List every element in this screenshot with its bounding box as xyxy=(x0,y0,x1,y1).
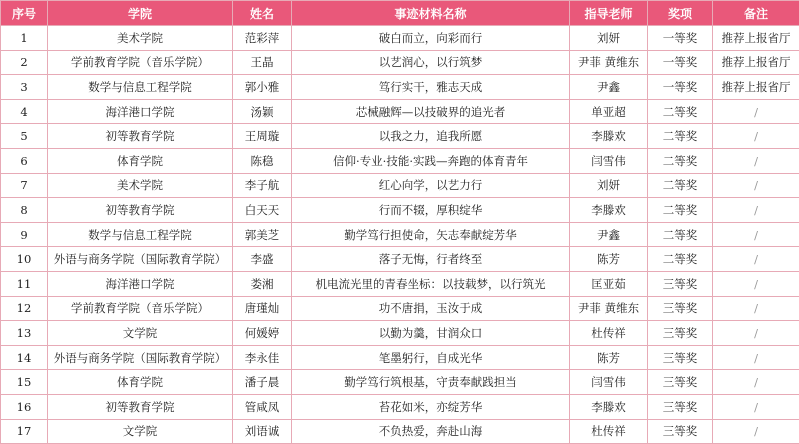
cell-remarks: / xyxy=(713,370,799,395)
cell-index: 3 xyxy=(1,75,48,100)
header-remarks: 备注 xyxy=(713,1,799,26)
cell-award: 一等奖 xyxy=(648,75,713,100)
table-row xyxy=(1,26,799,51)
table-row xyxy=(1,394,799,419)
cell-college: 外语与商务学院（国际教育学院） xyxy=(48,345,233,370)
cell-award: 三等奖 xyxy=(648,321,713,346)
table-row xyxy=(1,271,799,296)
cell-name: 李永佳 xyxy=(233,345,292,370)
cell-award: 三等奖 xyxy=(648,370,713,395)
cell-index: 4 xyxy=(1,99,48,124)
cell-award: 三等奖 xyxy=(648,419,713,444)
cell-name: 唐瑾灿 xyxy=(233,296,292,321)
header-name: 姓名 xyxy=(233,1,292,26)
cell-remarks: / xyxy=(713,321,799,346)
table-row xyxy=(1,99,799,124)
cell-advisor: 杜传祥 xyxy=(570,419,648,444)
cell-name: 娄湘 xyxy=(233,271,292,296)
cell-advisor: 刘妍 xyxy=(570,26,648,51)
cell-college: 美术学院 xyxy=(48,173,233,198)
cell-material-title: 芯械融辉—以技破界的追光者 xyxy=(292,99,570,124)
cell-name: 郭美芝 xyxy=(233,222,292,247)
table-row xyxy=(1,148,799,173)
cell-award: 二等奖 xyxy=(648,148,713,173)
cell-index: 5 xyxy=(1,124,48,149)
cell-material-title: 笔墨躬行，自成光华 xyxy=(292,345,570,370)
table-row xyxy=(1,345,799,370)
cell-name: 李子航 xyxy=(233,173,292,198)
cell-index: 11 xyxy=(1,271,48,296)
header-award: 奖项 xyxy=(648,1,713,26)
cell-advisor: 尹鑫 xyxy=(570,222,648,247)
cell-material-title: 以勤为羹，甘润众口 xyxy=(292,321,570,346)
cell-material-title: 苔花如米，亦绽芳华 xyxy=(292,394,570,419)
header-college: 学院 xyxy=(48,1,233,26)
cell-award: 三等奖 xyxy=(648,394,713,419)
cell-material-title: 机电流光里的青春坐标：以技载梦，以行筑光 xyxy=(292,271,570,296)
cell-advisor: 尹菲 黄维东 xyxy=(570,296,648,321)
table-row xyxy=(1,370,799,395)
cell-material-title: 行而不辍，厚积绽华 xyxy=(292,198,570,223)
cell-material-title: 不负热爱，奔赴山海 xyxy=(292,419,570,444)
header-advisor: 指导老师 xyxy=(570,1,648,26)
cell-material-title: 笃行实干，雅志天成 xyxy=(292,75,570,100)
header-material-title: 事迹材料名称 xyxy=(292,1,570,26)
cell-name: 管咸凤 xyxy=(233,394,292,419)
cell-award: 一等奖 xyxy=(648,26,713,51)
cell-material-title: 以艺润心，以行筑梦 xyxy=(292,50,570,75)
cell-advisor: 李滕欢 xyxy=(570,394,648,419)
cell-index: 16 xyxy=(1,394,48,419)
cell-award: 二等奖 xyxy=(648,99,713,124)
cell-material-title: 以我之力，追我所愿 xyxy=(292,124,570,149)
cell-college: 美术学院 xyxy=(48,26,233,51)
table-row xyxy=(1,50,799,75)
cell-college: 学前教育学院（音乐学院） xyxy=(48,296,233,321)
cell-advisor: 杜传祥 xyxy=(570,321,648,346)
cell-name: 陈稳 xyxy=(233,148,292,173)
cell-index: 1 xyxy=(1,26,48,51)
cell-award: 二等奖 xyxy=(648,198,713,223)
table-row xyxy=(1,198,799,223)
cell-remarks: / xyxy=(713,247,799,272)
cell-material-title: 信仰·专业·技能·实践—奔跑的体育青年 xyxy=(292,148,570,173)
cell-remarks: / xyxy=(713,345,799,370)
cell-advisor: 单亚超 xyxy=(570,99,648,124)
cell-index: 9 xyxy=(1,222,48,247)
cell-remarks: / xyxy=(713,173,799,198)
table-body xyxy=(1,26,799,444)
cell-remarks: / xyxy=(713,222,799,247)
cell-remarks: 推荐上报省厅 xyxy=(713,50,799,75)
table-row xyxy=(1,321,799,346)
cell-remarks: 推荐上报省厅 xyxy=(713,26,799,51)
cell-award: 一等奖 xyxy=(648,50,713,75)
cell-award: 三等奖 xyxy=(648,296,713,321)
cell-advisor: 闫雪伟 xyxy=(570,148,648,173)
cell-index: 12 xyxy=(1,296,48,321)
table-row xyxy=(1,75,799,100)
cell-advisor: 李滕欢 xyxy=(570,198,648,223)
cell-name: 潘子晨 xyxy=(233,370,292,395)
cell-college: 外语与商务学院（国际教育学院） xyxy=(48,247,233,272)
cell-index: 10 xyxy=(1,247,48,272)
table-row xyxy=(1,222,799,247)
cell-index: 8 xyxy=(1,198,48,223)
cell-remarks: / xyxy=(713,148,799,173)
table-row xyxy=(1,296,799,321)
cell-remarks: / xyxy=(713,394,799,419)
cell-college: 数学与信息工程学院 xyxy=(48,75,233,100)
cell-college: 数学与信息工程学院 xyxy=(48,222,233,247)
cell-remarks: / xyxy=(713,419,799,444)
cell-award: 二等奖 xyxy=(648,173,713,198)
table-row xyxy=(1,124,799,149)
cell-material-title: 落子无悔，行者终至 xyxy=(292,247,570,272)
cell-name: 范彩萍 xyxy=(233,26,292,51)
header-index: 序号 xyxy=(1,1,48,26)
cell-index: 13 xyxy=(1,321,48,346)
cell-college: 文学院 xyxy=(48,419,233,444)
cell-college: 海洋港口学院 xyxy=(48,99,233,124)
table-row xyxy=(1,173,799,198)
cell-award: 二等奖 xyxy=(648,247,713,272)
cell-advisor: 刘妍 xyxy=(570,173,648,198)
cell-college: 体育学院 xyxy=(48,148,233,173)
cell-name: 王周璇 xyxy=(233,124,292,149)
cell-name: 汤颖 xyxy=(233,99,292,124)
cell-college: 初等教育学院 xyxy=(48,124,233,149)
cell-advisor: 尹菲 黄维东 xyxy=(570,50,648,75)
cell-material-title: 功不唐捐，玉汝于成 xyxy=(292,296,570,321)
cell-remarks: / xyxy=(713,198,799,223)
cell-advisor: 匡亚茹 xyxy=(570,271,648,296)
cell-remarks: / xyxy=(713,271,799,296)
cell-index: 2 xyxy=(1,50,48,75)
cell-award: 三等奖 xyxy=(648,271,713,296)
cell-material-title: 勤学笃行担使命，矢志奉献绽芳华 xyxy=(292,222,570,247)
cell-material-title: 破白而立，向彩而行 xyxy=(292,26,570,51)
cell-college: 文学院 xyxy=(48,321,233,346)
cell-index: 6 xyxy=(1,148,48,173)
header-row xyxy=(1,1,799,26)
cell-index: 15 xyxy=(1,370,48,395)
cell-remarks: / xyxy=(713,99,799,124)
cell-college: 体育学院 xyxy=(48,370,233,395)
cell-name: 刘语诚 xyxy=(233,419,292,444)
cell-advisor: 李滕欢 xyxy=(570,124,648,149)
cell-index: 7 xyxy=(1,173,48,198)
cell-remarks: 推荐上报省厅 xyxy=(713,75,799,100)
cell-name: 王晶 xyxy=(233,50,292,75)
cell-name: 白天天 xyxy=(233,198,292,223)
cell-award: 三等奖 xyxy=(648,345,713,370)
cell-name: 李盛 xyxy=(233,247,292,272)
cell-remarks: / xyxy=(713,124,799,149)
cell-advisor: 陈芳 xyxy=(570,247,648,272)
cell-name: 何媛婷 xyxy=(233,321,292,346)
cell-award: 二等奖 xyxy=(648,222,713,247)
cell-advisor: 闫雪伟 xyxy=(570,370,648,395)
cell-college: 学前教育学院（音乐学院） xyxy=(48,50,233,75)
cell-college: 初等教育学院 xyxy=(48,394,233,419)
cell-award: 二等奖 xyxy=(648,124,713,149)
cell-college: 海洋港口学院 xyxy=(48,271,233,296)
cell-advisor: 尹鑫 xyxy=(570,75,648,100)
table-row xyxy=(1,247,799,272)
cell-material-title: 勤学笃行筑根基，守责奉献践担当 xyxy=(292,370,570,395)
cell-name: 郭小雅 xyxy=(233,75,292,100)
cell-index: 17 xyxy=(1,419,48,444)
cell-material-title: 红心向学，以艺力行 xyxy=(292,173,570,198)
cell-remarks: / xyxy=(713,296,799,321)
cell-advisor: 陈芳 xyxy=(570,345,648,370)
cell-index: 14 xyxy=(1,345,48,370)
cell-college: 初等教育学院 xyxy=(48,198,233,223)
